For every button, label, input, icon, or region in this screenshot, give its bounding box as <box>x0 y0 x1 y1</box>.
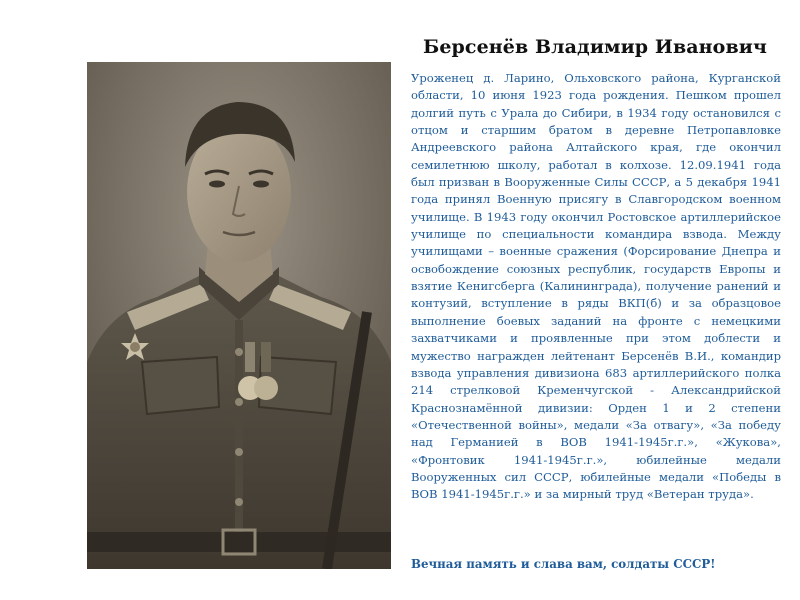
portrait-illustration <box>87 62 391 569</box>
biography-text: Уроженец д. Ларино, Ольховского района, Курганской области, 10 июня 1923 года рождения. Пешком прошел долгий путь с Урала до Сибири, в 1934 году остановился с отцом и старшим братом в деревне Петропавловке Андреевского района Алтайского края, где окончил семилетнюю школу, работал в колхозе. 12.09.1941 года был призван в Вооруженные Силы СССР, а 5 декабря 1941 года принял Военную присягу в Славгородском военном училище. В 1943 году окончил Ростовское артиллерийское училище по специальности командира взвода. Между училищами – военные сражения (Форсирование Днепра и освобождение союзных республик, государств Европы и взятие Кенигсберга (Калининграда), получение ранений и контузий, вступление в ряды ВКП(б) и за образцовое выполнение боевых заданий на фронте с немецкими захватчиками и проявленные при этом доблести и мужество награжден лейтенант Берсенёв В.И., командир взвода управления дивизиона 683 артиллерийского полка 214 стрелковой Кременчугской - Александрийской Краснознамённой дивизии: Орден 1 и 2 степени «Отечественной войны», медали «За отвагу», «За победу над Германией в ВОВ 1941-1945г.г.», «Жукова», «Фронтовик 1941-1945г.г.», юбилейные медали Вооруженных сил СССР, юбилейные медали «Победы в ВОВ 1941-1945г.г.» и за мирный труд «Ветеран труда». <box>411 71 781 502</box>
closing-line: Вечная память и слава вам, солдаты СССР! <box>411 557 716 571</box>
portrait-photo <box>87 62 391 569</box>
person-name-title: Берсенёв Владимир Иванович <box>423 36 767 58</box>
